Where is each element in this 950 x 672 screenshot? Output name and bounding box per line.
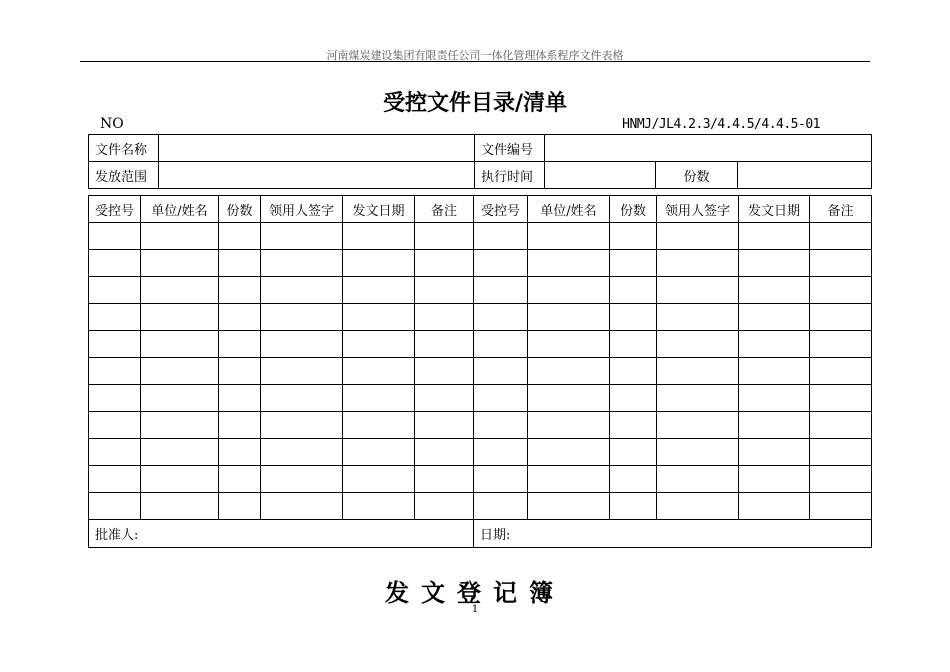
table-cell[interactable] bbox=[89, 466, 141, 493]
column-header: 单位/姓名 bbox=[528, 196, 610, 223]
column-header: 份数 bbox=[610, 196, 657, 223]
table-cell[interactable] bbox=[343, 223, 415, 250]
table-cell[interactable] bbox=[261, 223, 343, 250]
table-cell[interactable] bbox=[528, 331, 610, 358]
table-cell[interactable] bbox=[219, 250, 261, 277]
table-cell[interactable] bbox=[810, 412, 872, 439]
table-cell[interactable] bbox=[261, 412, 343, 439]
table-row bbox=[89, 250, 872, 277]
approver-field[interactable]: 批准人: bbox=[89, 520, 474, 548]
effective-time-label: 执行时间 bbox=[475, 162, 545, 189]
table-cell[interactable] bbox=[528, 412, 610, 439]
table-cell[interactable] bbox=[415, 466, 474, 493]
form-row-file bbox=[89, 135, 872, 162]
table-cell[interactable] bbox=[343, 439, 415, 466]
distribution-scope-label: 发放范围 bbox=[89, 162, 159, 189]
table-cell[interactable] bbox=[739, 277, 810, 304]
table-cell[interactable] bbox=[528, 358, 610, 385]
table-cell[interactable] bbox=[810, 493, 872, 520]
table-cell[interactable] bbox=[528, 493, 610, 520]
table-cell[interactable] bbox=[528, 466, 610, 493]
table-row bbox=[89, 223, 872, 250]
table-cell[interactable] bbox=[141, 277, 219, 304]
table-cell[interactable] bbox=[415, 223, 474, 250]
number-label: NO bbox=[100, 116, 124, 132]
table-cell[interactable] bbox=[261, 358, 343, 385]
table-cell[interactable] bbox=[415, 358, 474, 385]
column-header: 领用人签字 bbox=[261, 196, 343, 223]
table-cell[interactable] bbox=[89, 331, 141, 358]
dispatch-register-title: 发文登记簿 bbox=[385, 578, 565, 607]
footer-row bbox=[89, 520, 872, 548]
table-cell[interactable] bbox=[528, 385, 610, 412]
table-cell[interactable] bbox=[219, 466, 261, 493]
table-cell[interactable] bbox=[739, 412, 810, 439]
table-cell[interactable] bbox=[415, 250, 474, 277]
column-header: 受控号 bbox=[89, 196, 141, 223]
table-cell[interactable] bbox=[415, 277, 474, 304]
table-cell[interactable] bbox=[415, 412, 474, 439]
table-cell[interactable] bbox=[219, 412, 261, 439]
table-cell[interactable] bbox=[810, 439, 872, 466]
table-cell[interactable] bbox=[261, 439, 343, 466]
date-field[interactable]: 日期: bbox=[474, 520, 872, 548]
table-cell[interactable] bbox=[141, 439, 219, 466]
table-cell[interactable] bbox=[810, 223, 872, 250]
table-header-row bbox=[89, 196, 872, 223]
table-cell[interactable] bbox=[610, 466, 657, 493]
table-cell[interactable] bbox=[415, 493, 474, 520]
table-row bbox=[89, 412, 872, 439]
table-cell[interactable] bbox=[474, 412, 528, 439]
table-cell[interactable] bbox=[474, 466, 528, 493]
table-cell[interactable] bbox=[739, 358, 810, 385]
table-cell[interactable] bbox=[739, 466, 810, 493]
table-cell[interactable] bbox=[343, 277, 415, 304]
column-header: 备注 bbox=[415, 196, 474, 223]
table-cell[interactable] bbox=[657, 358, 739, 385]
table-cell[interactable] bbox=[141, 466, 219, 493]
table-cell[interactable] bbox=[141, 412, 219, 439]
table-cell[interactable] bbox=[141, 493, 219, 520]
table-cell[interactable] bbox=[810, 385, 872, 412]
column-header: 份数 bbox=[219, 196, 261, 223]
table-cell[interactable] bbox=[474, 277, 528, 304]
table-cell[interactable] bbox=[610, 223, 657, 250]
table-cell[interactable] bbox=[739, 250, 810, 277]
table-cell[interactable] bbox=[528, 439, 610, 466]
table-cell[interactable] bbox=[219, 331, 261, 358]
table-cell[interactable] bbox=[610, 250, 657, 277]
file-number-field[interactable] bbox=[545, 135, 872, 162]
copies-field[interactable] bbox=[738, 162, 872, 189]
table-row bbox=[89, 358, 872, 385]
table-row bbox=[89, 439, 872, 466]
table-cell[interactable] bbox=[528, 304, 610, 331]
header-rule bbox=[80, 61, 870, 62]
copies-label: 份数 bbox=[656, 162, 738, 189]
column-header: 领用人签字 bbox=[657, 196, 739, 223]
table-cell[interactable] bbox=[528, 223, 610, 250]
form-row-distribution bbox=[89, 162, 872, 189]
table-cell[interactable] bbox=[343, 358, 415, 385]
table-cell[interactable] bbox=[474, 439, 528, 466]
table-cell[interactable] bbox=[141, 358, 219, 385]
table-cell[interactable] bbox=[528, 250, 610, 277]
table-cell[interactable] bbox=[89, 277, 141, 304]
table-cell[interactable] bbox=[415, 385, 474, 412]
table-cell[interactable] bbox=[343, 250, 415, 277]
table-cell[interactable] bbox=[610, 493, 657, 520]
file-name-field[interactable] bbox=[159, 135, 475, 162]
table-cell[interactable] bbox=[657, 493, 739, 520]
table-cell[interactable] bbox=[89, 250, 141, 277]
company-header: 河南煤炭建设集团有限责任公司一体化管理体系程序文件表格 bbox=[326, 49, 624, 62]
table-cell[interactable] bbox=[89, 304, 141, 331]
table-cell[interactable] bbox=[810, 277, 872, 304]
table-cell[interactable] bbox=[261, 250, 343, 277]
effective-time-field[interactable] bbox=[545, 162, 656, 189]
table-cell[interactable] bbox=[343, 331, 415, 358]
column-header: 发文日期 bbox=[343, 196, 415, 223]
table-cell[interactable] bbox=[657, 466, 739, 493]
table-cell[interactable] bbox=[141, 223, 219, 250]
table-cell[interactable] bbox=[415, 331, 474, 358]
table-cell[interactable] bbox=[739, 385, 810, 412]
table-cell[interactable] bbox=[343, 412, 415, 439]
table-cell[interactable] bbox=[261, 304, 343, 331]
table-cell[interactable] bbox=[261, 493, 343, 520]
table-cell[interactable] bbox=[528, 277, 610, 304]
table-cell[interactable] bbox=[657, 412, 739, 439]
table-cell[interactable] bbox=[343, 304, 415, 331]
table-cell[interactable] bbox=[261, 277, 343, 304]
table-cell[interactable] bbox=[810, 358, 872, 385]
table-cell[interactable] bbox=[89, 385, 141, 412]
document-code: HNMJ/JL4.2.3/4.4.5/4.4.5-01 bbox=[622, 117, 820, 132]
table-cell[interactable] bbox=[415, 439, 474, 466]
table-cell[interactable] bbox=[610, 331, 657, 358]
table-cell[interactable] bbox=[610, 385, 657, 412]
table-cell[interactable] bbox=[89, 358, 141, 385]
table-cell[interactable] bbox=[219, 223, 261, 250]
table-cell[interactable] bbox=[610, 277, 657, 304]
column-header: 备注 bbox=[810, 196, 872, 223]
table-cell[interactable] bbox=[219, 304, 261, 331]
table-cell[interactable] bbox=[474, 304, 528, 331]
table-cell[interactable] bbox=[474, 385, 528, 412]
table-cell[interactable] bbox=[610, 304, 657, 331]
table-cell[interactable] bbox=[89, 223, 141, 250]
table-cell[interactable] bbox=[219, 439, 261, 466]
table-cell[interactable] bbox=[219, 385, 261, 412]
column-header: 受控号 bbox=[474, 196, 528, 223]
table-cell[interactable] bbox=[739, 223, 810, 250]
table-cell[interactable] bbox=[261, 331, 343, 358]
column-header: 单位/姓名 bbox=[141, 196, 219, 223]
table-cell[interactable] bbox=[474, 493, 528, 520]
table-cell[interactable] bbox=[739, 493, 810, 520]
table-cell[interactable] bbox=[89, 412, 141, 439]
form-info-table bbox=[88, 134, 872, 189]
table-cell[interactable] bbox=[141, 331, 219, 358]
table-cell[interactable] bbox=[610, 412, 657, 439]
table-cell[interactable] bbox=[415, 304, 474, 331]
table-body bbox=[89, 223, 872, 520]
table-cell[interactable] bbox=[141, 250, 219, 277]
table-cell[interactable] bbox=[141, 385, 219, 412]
table-cell[interactable] bbox=[739, 439, 810, 466]
table-cell[interactable] bbox=[261, 385, 343, 412]
table-cell[interactable] bbox=[810, 250, 872, 277]
table-cell[interactable] bbox=[89, 493, 141, 520]
page-title: 受控文件目录/清单 bbox=[382, 90, 568, 116]
table-cell[interactable] bbox=[343, 493, 415, 520]
table-cell[interactable] bbox=[810, 331, 872, 358]
table-cell[interactable] bbox=[474, 250, 528, 277]
page-number: 1 bbox=[471, 604, 479, 615]
table-cell[interactable] bbox=[810, 304, 872, 331]
table-cell[interactable] bbox=[657, 223, 739, 250]
table-row bbox=[89, 385, 872, 412]
table-row bbox=[89, 277, 872, 304]
table-cell[interactable] bbox=[657, 277, 739, 304]
table-cell[interactable] bbox=[657, 331, 739, 358]
table-cell[interactable] bbox=[657, 385, 739, 412]
control-list-table bbox=[88, 195, 872, 548]
table-cell[interactable] bbox=[474, 331, 528, 358]
table-cell[interactable] bbox=[739, 304, 810, 331]
table-row bbox=[89, 304, 872, 331]
table-row bbox=[89, 331, 872, 358]
table-cell[interactable] bbox=[219, 358, 261, 385]
table-row bbox=[89, 493, 872, 520]
table-cell[interactable] bbox=[219, 493, 261, 520]
table-cell[interactable] bbox=[141, 304, 219, 331]
file-name-label: 文件名称 bbox=[89, 135, 159, 162]
column-header: 发文日期 bbox=[739, 196, 810, 223]
distribution-scope-field[interactable] bbox=[159, 162, 475, 189]
table-cell[interactable] bbox=[610, 358, 657, 385]
table-cell[interactable] bbox=[261, 466, 343, 493]
table-cell[interactable] bbox=[739, 331, 810, 358]
table-row bbox=[89, 466, 872, 493]
table-cell[interactable] bbox=[343, 466, 415, 493]
table-cell[interactable] bbox=[610, 439, 657, 466]
table-cell[interactable] bbox=[657, 250, 739, 277]
table-cell[interactable] bbox=[343, 385, 415, 412]
table-cell[interactable] bbox=[810, 466, 872, 493]
file-number-label: 文件编号 bbox=[475, 135, 545, 162]
table-cell[interactable] bbox=[474, 223, 528, 250]
table-cell[interactable] bbox=[89, 439, 141, 466]
table-cell[interactable] bbox=[219, 277, 261, 304]
table-cell[interactable] bbox=[474, 358, 528, 385]
table-cell[interactable] bbox=[657, 439, 739, 466]
table-cell[interactable] bbox=[657, 304, 739, 331]
